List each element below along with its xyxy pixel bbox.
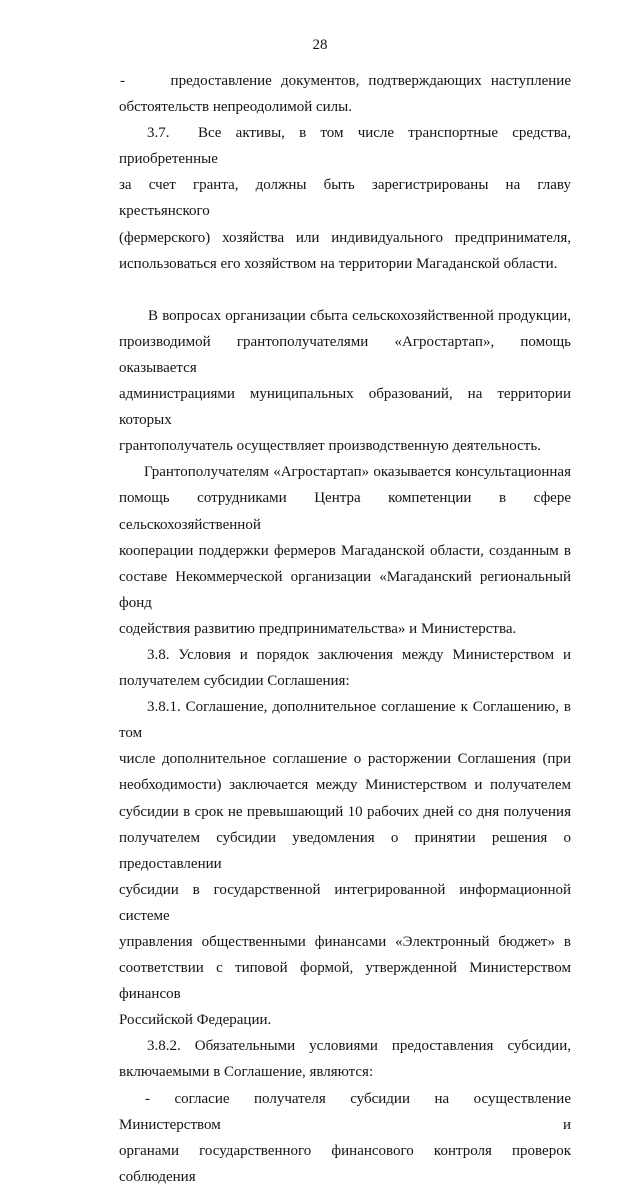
paragraph-3-8-1 — [119, 694, 571, 1033]
text-line: получателем субсидии уведомления о принятии решения о предоставлении — [119, 829, 571, 872]
text-line: обстоятельств непреодолимой силы. — [119, 99, 352, 116]
text-line: получателем субсидии Соглашения: — [119, 673, 350, 690]
text-line: - согласие получателя субсидии на осуществление Министерством и — [119, 1090, 571, 1133]
text-line: субсидии в срок не превышающий 10 рабочих дней со дня получения — [119, 803, 571, 820]
paragraph-sales — [119, 303, 571, 460]
text-line: Грантополучателям «Агростартап» оказывается консультационная — [144, 464, 571, 481]
page-number: 28 — [312, 37, 328, 53]
text-line: соответствии с типовой формой, утвержденной Министерством финансов — [119, 960, 571, 1003]
paragraph-gap — [119, 277, 571, 303]
paragraph-consulting — [119, 459, 571, 642]
text-line: (фермерского) хозяйства или индивидуального предпринимателя, — [119, 229, 571, 246]
text-line: 3.8.2. Обязательными условиями предоставления субсидии, — [147, 1038, 571, 1055]
text-line: администрациями муниципальных образований, на территории которых — [119, 386, 571, 429]
text-line: необходимости) заключается между Министерством и получателем — [119, 777, 571, 794]
paragraph-3-8 — [119, 642, 571, 694]
paragraph-force-majeure — [119, 68, 571, 120]
text-line: грантополучатель осуществляет производственную деятельность. — [119, 438, 541, 455]
text-line: Российской Федерации. — [119, 1012, 272, 1029]
text-line: - предоставление документов, подтверждающих наступление — [120, 73, 571, 89]
paragraph-consent — [119, 1086, 571, 1190]
text-line: содействия развитию предпринимательства» и Министерства. — [119, 620, 517, 637]
text-line: кооперации поддержки фермеров Магаданской области, созданным в — [119, 542, 571, 559]
text-line: помощь сотрудниками Центра компетенции в сфере сельскохозяйственной — [119, 490, 571, 533]
text-line: 3.8. Условия и порядок заключения между Министерством и — [147, 646, 571, 663]
text-line: числе дополнительное соглашение о расторжении Соглашения (при — [119, 751, 571, 768]
text-line: производимой грантополучателями «Агростартап», помощь оказывается — [119, 333, 571, 376]
paragraph-3-8-2 — [119, 1033, 571, 1085]
text-line: за счет гранта, должны быть зарегистрированы на главу крестьянского — [119, 177, 571, 220]
text-line: использоваться его хозяйством на территории Магаданской области. — [119, 255, 558, 272]
text-line: органами государственного финансового контроля проверок соблюдения — [119, 1142, 571, 1185]
text-line: В вопросах организации сбыта сельскохозяйственной продукции, — [148, 307, 571, 324]
text-line: субсидии в государственной интегрированной информационной системе — [119, 881, 571, 924]
text-line: управления общественными финансами «Электронный бюджет» в — [119, 934, 571, 950]
text-line: 3.7. Все активы, в том числе транспортные средства, приобретенные — [119, 125, 571, 168]
text-line: включаемыми в Соглашение, являются: — [119, 1064, 374, 1081]
document-body — [119, 68, 571, 1190]
text-line: составе Некоммерческой организации «Магаданский региональный фонд — [119, 568, 571, 611]
paragraph-3-7 — [119, 120, 571, 277]
text-line: 3.8.1. Соглашение, дополнительное соглашение к Соглашению, в том — [119, 699, 571, 742]
